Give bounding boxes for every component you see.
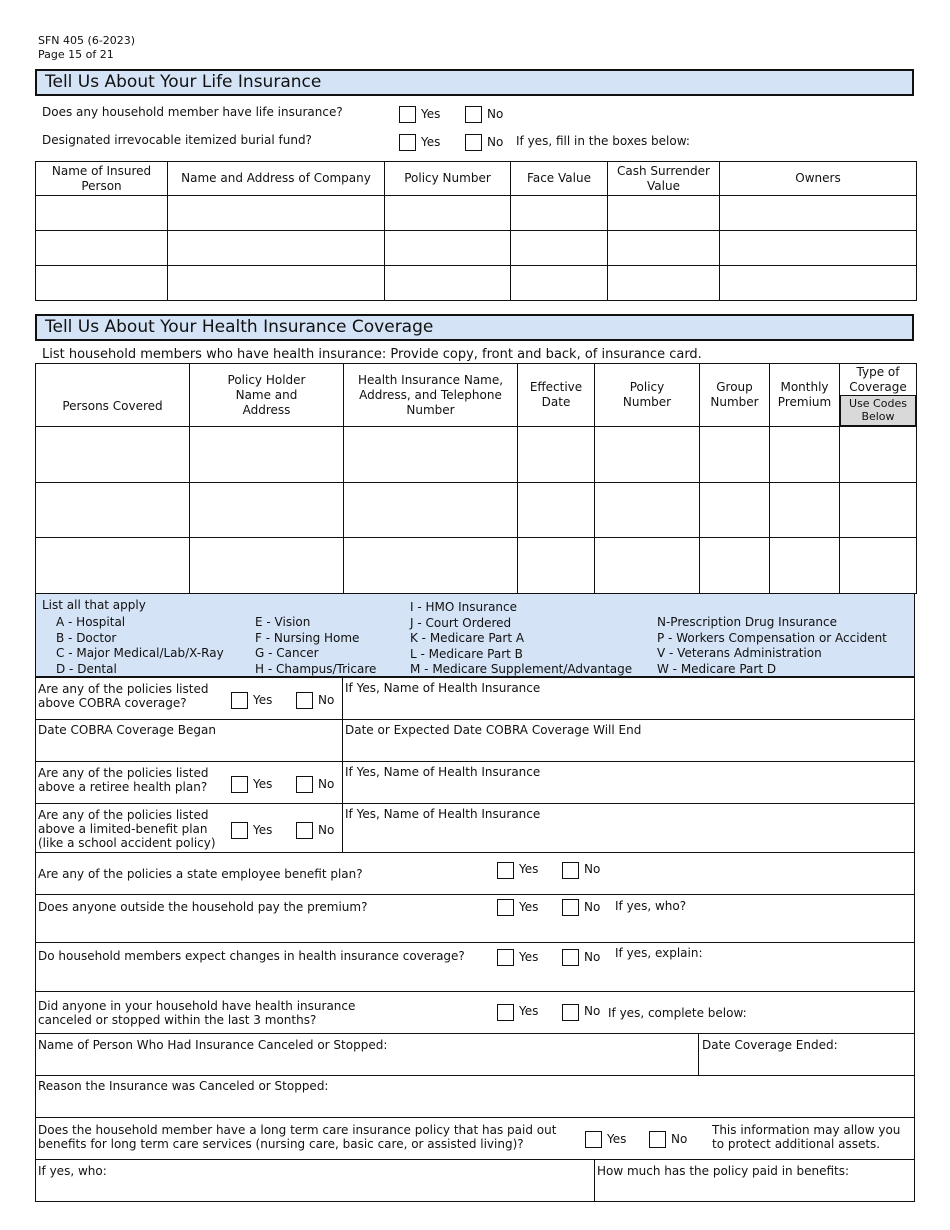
name-canceled-field[interactable] [35, 1033, 699, 1076]
expect-changes-no-checkbox[interactable] [562, 949, 579, 966]
yes-label: Yes [607, 1132, 627, 1146]
table-cell[interactable] [840, 483, 917, 538]
column-header: Policy Number [595, 364, 700, 427]
canceled-no-checkbox[interactable] [562, 1004, 579, 1021]
no-label: No [318, 823, 335, 837]
state-employee-row [35, 852, 915, 895]
no-label: No [487, 107, 504, 121]
expect-changes-question: Do household members expect changes in health insurance coverage? [38, 949, 465, 963]
codes-column-2 [255, 615, 376, 677]
table-cell[interactable] [36, 427, 190, 483]
burial-fund-yes-checkbox[interactable] [399, 134, 416, 151]
code-item: L - Medicare Part B [410, 646, 523, 661]
cobra-yes-checkbox[interactable] [231, 692, 248, 709]
yes-label: Yes [421, 135, 441, 149]
retiree-question-cell [35, 761, 343, 804]
code-item: D - Dental [56, 661, 117, 676]
ltc-yes-checkbox[interactable] [585, 1131, 602, 1148]
column-header: Effective Date [518, 364, 595, 427]
table-cell[interactable] [720, 196, 917, 231]
column-header: Monthly Premium [770, 364, 840, 427]
state-employee-yes-checkbox[interactable] [497, 862, 514, 879]
no-label: No [584, 900, 601, 914]
ltc-question: Does the household member have a long term care insurance policy that has paid out benefits for long term care services (nursing care, basic care, or assisted living)? [38, 1123, 557, 1151]
table-cell[interactable] [518, 427, 595, 483]
table-cell[interactable] [511, 266, 608, 301]
field-label: If yes, who: [38, 1164, 107, 1178]
table-cell[interactable] [700, 538, 770, 594]
code-item: H - Champus/Tricare [255, 661, 377, 676]
use-codes-note: Use Codes Below [840, 395, 916, 426]
code-item: E - Vision [255, 615, 311, 629]
limited-question-cell [35, 803, 343, 853]
table-cell[interactable] [518, 538, 595, 594]
table-cell[interactable] [770, 538, 840, 594]
no-label: No [671, 1132, 688, 1146]
no-label: No [584, 862, 601, 876]
coverage-codes-box [35, 593, 915, 677]
retiree-question: Are any of the policies listed above a retiree health plan? [38, 766, 209, 794]
limited-question: Are any of the policies listed above a limited-benefit plan (like a school accident policy) [38, 808, 216, 850]
code-item: K - Medicare Part A [410, 631, 525, 645]
limited-no-checkbox[interactable] [296, 822, 313, 839]
health-insurance-section-title: Tell Us About Your Health Insurance Coverage [35, 314, 914, 341]
burial-fund-no-checkbox[interactable] [465, 134, 482, 151]
table-row [36, 427, 917, 483]
cobra-no-checkbox[interactable] [296, 692, 313, 709]
column-header: Owners [720, 162, 917, 196]
table-cell[interactable] [720, 231, 917, 266]
ltc-who-field[interactable] [35, 1159, 595, 1202]
column-header: Health Insurance Name, Address, and Telephone Number [344, 364, 518, 427]
table-row [36, 266, 917, 301]
life-insurance-no-checkbox[interactable] [465, 106, 482, 123]
table-row [36, 483, 917, 538]
cobra-end-field[interactable] [342, 719, 915, 762]
table-cell[interactable] [36, 196, 168, 231]
date-ended-field[interactable] [698, 1033, 915, 1076]
table-cell[interactable] [595, 427, 700, 483]
table-row [36, 196, 917, 231]
column-header: Policy Number [385, 162, 511, 196]
retiree-no-checkbox[interactable] [296, 776, 313, 793]
expect-changes-yes-checkbox[interactable] [497, 949, 514, 966]
field-label: Date Coverage Ended: [702, 1038, 838, 1052]
state-employee-no-checkbox[interactable] [562, 862, 579, 879]
field-label: Date or Expected Date COBRA Coverage Will End [345, 723, 642, 737]
table-cell[interactable] [840, 538, 917, 594]
ltc-note: This information may allow you to protect additional assets. [712, 1123, 901, 1151]
table-cell[interactable] [36, 483, 190, 538]
table-cell[interactable] [168, 266, 385, 301]
yes-label: Yes [253, 777, 273, 791]
table-cell[interactable] [344, 483, 518, 538]
table-row [36, 231, 917, 266]
yes-label: Yes [253, 693, 273, 707]
retiree-name-field[interactable] [342, 761, 915, 804]
field-label: If Yes, Name of Health Insurance [345, 681, 541, 695]
table-cell[interactable] [168, 231, 385, 266]
life-insurance-section-title: Tell Us About Your Life Insurance [35, 69, 914, 96]
code-item: J - Court Ordered [410, 615, 512, 630]
table-cell[interactable] [770, 427, 840, 483]
cobra-question: Are any of the policies listed above COBRA coverage? [38, 682, 209, 710]
column-header: Face Value [511, 162, 608, 196]
table-cell[interactable] [700, 483, 770, 538]
yes-label: Yes [421, 107, 441, 121]
table-cell[interactable] [608, 196, 720, 231]
no-label: No [487, 135, 504, 149]
code-item: A - Hospital [56, 615, 126, 629]
outside-pay-yes-checkbox[interactable] [497, 899, 514, 916]
table-cell[interactable] [700, 427, 770, 483]
code-item: W - Medicare Part D [657, 661, 777, 676]
field-label: If Yes, Name of Health Insurance [345, 765, 541, 779]
no-label: No [584, 950, 601, 964]
cobra-began-field[interactable] [35, 719, 343, 762]
no-label: No [584, 1004, 601, 1018]
limited-name-field[interactable] [342, 803, 915, 853]
burial-fund-question: Designated irrevocable itemized burial fund? [42, 133, 312, 147]
table-cell[interactable] [36, 266, 168, 301]
table-cell[interactable] [608, 266, 720, 301]
code-item: N-Prescription Drug Insurance [657, 615, 838, 629]
code-item: M - Medicare Supplement/Advantage [410, 662, 633, 676]
table-cell[interactable] [344, 427, 518, 483]
table-cell[interactable] [36, 538, 190, 594]
table-cell[interactable] [840, 427, 917, 483]
ltc-no-checkbox[interactable] [649, 1131, 666, 1148]
cobra-name-field[interactable] [342, 677, 915, 720]
table-cell[interactable] [385, 231, 511, 266]
type-of-coverage-header [840, 364, 917, 427]
table-row [36, 538, 917, 594]
column-header: Type of Coverage [849, 365, 907, 394]
table-cell[interactable] [608, 231, 720, 266]
codes-column-3 [410, 600, 632, 678]
retiree-yes-checkbox[interactable] [231, 776, 248, 793]
table-cell[interactable] [720, 266, 917, 301]
table-cell[interactable] [595, 538, 700, 594]
table-cell[interactable] [385, 196, 511, 231]
codes-column-4 [657, 615, 887, 677]
column-header: Cash Surrender Value [608, 162, 720, 196]
yes-label: Yes [253, 823, 273, 837]
reason-field[interactable] [35, 1075, 915, 1118]
field-label: How much has the policy paid in benefits: [597, 1164, 850, 1178]
limited-yes-checkbox[interactable] [231, 822, 248, 839]
field-label: Name of Person Who Had Insurance Canceled or Stopped: [38, 1038, 388, 1052]
table-cell[interactable] [36, 231, 168, 266]
code-item: G - Cancer [255, 646, 319, 660]
table-cell[interactable] [511, 196, 608, 231]
expect-changes-row [35, 942, 915, 992]
table-cell[interactable] [511, 231, 608, 266]
table-cell[interactable] [344, 538, 518, 594]
yes-label: Yes [519, 900, 539, 914]
codes-title: List all that apply [42, 598, 146, 612]
form-header [38, 34, 135, 62]
if-yes-who-label: If yes, who? [615, 899, 687, 913]
canceled-row [35, 991, 915, 1034]
code-item: C - Major Medical/Lab/X-Ray [56, 646, 224, 660]
form-id: SFN 405 (6-2023) [38, 34, 136, 47]
column-header: Policy Holder Name and Address [190, 364, 344, 427]
cobra-question-cell [35, 677, 343, 720]
fill-boxes-note: If yes, fill in the boxes below: [516, 134, 690, 148]
code-item: V - Veterans Administration [657, 646, 822, 660]
column-header: Group Number [700, 364, 770, 427]
table-cell[interactable] [190, 483, 344, 538]
health-instruction: List household members who have health insurance: Provide copy, front and back, of insurance card. [42, 347, 702, 362]
yes-label: Yes [519, 950, 539, 964]
field-label: If Yes, Name of Health Insurance [345, 807, 541, 821]
code-item: B - Doctor [56, 630, 117, 645]
table-cell[interactable] [190, 427, 344, 483]
life-insurance-yes-checkbox[interactable] [399, 106, 416, 123]
page-number: Page 15 of 21 [38, 48, 114, 61]
outside-pay-question: Does anyone outside the household pay the premium? [38, 900, 368, 914]
ltc-benefits-field[interactable] [594, 1159, 915, 1202]
canceled-yes-checkbox[interactable] [497, 1004, 514, 1021]
no-label: No [318, 693, 335, 707]
table-cell[interactable] [385, 266, 511, 301]
code-item: P - Workers Compensation or Accident [657, 630, 887, 645]
if-yes-complete-label: If yes, complete below: [608, 1006, 747, 1020]
code-item: F - Nursing Home [255, 630, 360, 645]
yes-label: Yes [519, 1004, 539, 1018]
table-cell[interactable] [770, 483, 840, 538]
table-cell[interactable] [190, 538, 344, 594]
table-cell[interactable] [595, 483, 700, 538]
field-label: Reason the Insurance was Canceled or Stopped: [38, 1079, 329, 1093]
codes-column-1 [56, 615, 224, 677]
health-insurance-table [35, 363, 917, 594]
field-label: Date COBRA Coverage Began [38, 723, 216, 737]
life-insurance-table [35, 161, 917, 301]
outside-pay-no-checkbox[interactable] [562, 899, 579, 916]
yes-label: Yes [519, 862, 539, 876]
state-employee-question: Are any of the policies a state employee benefit plan? [38, 867, 363, 881]
column-header: Name and Address of Company [168, 162, 385, 196]
code-item: I - HMO Insurance [410, 600, 518, 614]
outside-pay-row [35, 894, 915, 943]
column-header: Name of Insured Person [36, 162, 168, 196]
canceled-question: Did anyone in your household have health insurance canceled or stopped within the last 3 months? [38, 999, 356, 1027]
ltc-row [35, 1117, 915, 1160]
table-cell[interactable] [168, 196, 385, 231]
if-yes-explain-label: If yes, explain: [615, 946, 703, 960]
life-insurance-question: Does any household member have life insurance? [42, 105, 343, 119]
column-header: Persons Covered [36, 364, 190, 427]
table-cell[interactable] [518, 483, 595, 538]
no-label: No [318, 777, 335, 791]
